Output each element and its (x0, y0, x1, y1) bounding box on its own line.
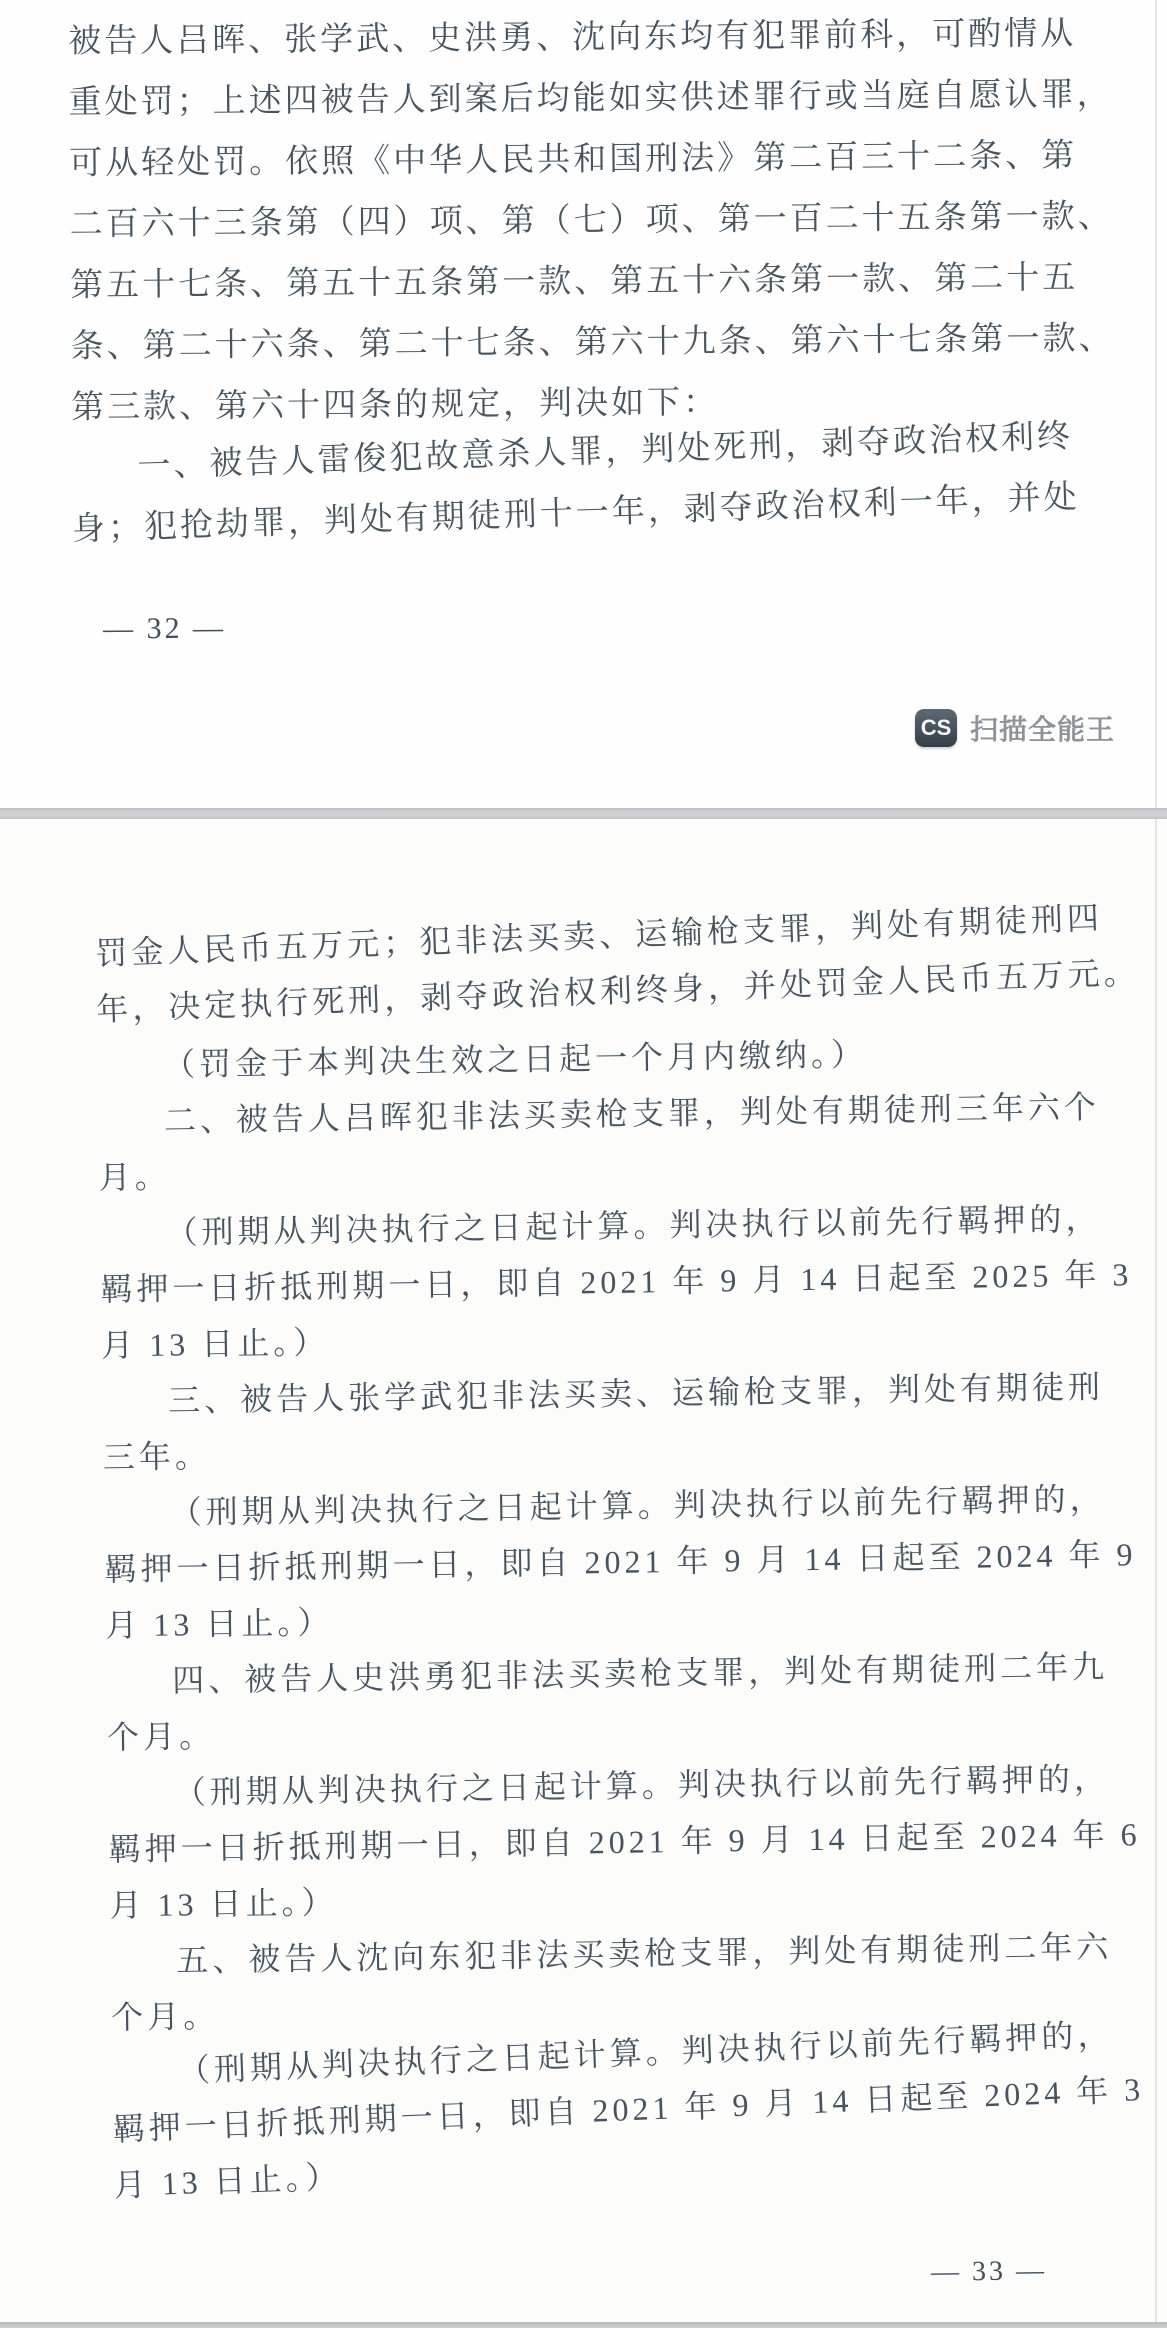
judgment-line: 羁押一日折抵刑期一日，即自 2021 年 9 月 14 日起至 2025 年 3 (100, 1256, 1133, 1308)
bottom-edge-separator (0, 2322, 1167, 2328)
camscanner-logo-label: CS (920, 715, 952, 740)
judgment-line: （刑期从判决执行之日起计算。判决执行以前先行羁押的， (177, 2016, 1114, 2089)
judgment-line: 羁押一日折抵刑期一日，即自 2021 年 9 月 14 日起至 2024 年 3 (112, 2070, 1145, 2148)
scan-edge-line (1155, 819, 1157, 2322)
judgment-line: 三、被告人张学武犯非法买卖、运输枪支罪，判处有期徒刑 (167, 1368, 1105, 1419)
judgment-line: 二百六十三条第（四）项、第（七）项、第一百二十五条第一款、 (69, 198, 1114, 243)
judgment-line: 四、被告人史洪勇犯非法买卖枪支罪，判处有期徒刑二年九 (171, 1648, 1109, 1699)
judgment-line: 二、被告人吕晖犯非法买卖枪支罪，判处有期徒刑三年六个 (163, 1088, 1101, 1139)
judgment-line: （刑期从判决执行之日起计算。判决执行以前先行羁押的， (165, 1200, 1102, 1251)
judgment-line: 月 13 日止。） (100, 1324, 330, 1364)
judgment-line: 重处罚；上述四被告人到案后均能如实供述罪行或当庭自愿认罪， (68, 76, 1113, 121)
judgment-line: 五、被告人沈向东犯非法买卖枪支罪，判处有期徒刑二年六 (176, 1928, 1113, 1979)
judgment-line: 羁押一日折抵刑期一日，即自 2021 年 9 月 14 日起至 2024 年 6 (108, 1816, 1141, 1868)
judgment-line: 年，决定执行死刑，剥夺政治权利终身，并处罚金人民币五万元。 (95, 954, 1141, 1028)
judgment-line: 月 13 日止。） (105, 1604, 334, 1644)
judgment-line: 可从轻处罚。依照《中华人民共和国刑法》第二百三十二条、第 (69, 138, 1078, 182)
judgment-line: 罚金人民币五万元；犯非法买卖、运输枪支罪，判处有期徒刑四 (94, 899, 1104, 972)
judgment-line: 三年。 (102, 1437, 212, 1476)
page-number-32: — 32 — (102, 611, 227, 646)
camscanner-watermark (915, 708, 1115, 748)
judgment-line: 月。 (98, 1158, 172, 1196)
judgment-line: （罚金于本判决生效之日起一个月内缴纳。） (162, 1036, 868, 1083)
judgment-line: 一、被告人雷俊犯故意杀人罪，判处死刑，剥夺政治权利终 (136, 418, 1074, 485)
scan-edge-line (1155, 0, 1157, 808)
judgment-line: 条、第二十六条、第二十七条、第六十九条、第六十七条第一款、 (70, 320, 1115, 365)
page-number-33: — 33 — (930, 2255, 1048, 2288)
page-separator (0, 808, 1167, 819)
judgment-line: （刑期从判决执行之日起计算。判决执行以前先行羁押的， (169, 1480, 1106, 1531)
page-32 (0, 0, 1167, 808)
judgment-text-page-33 (94, 899, 1145, 2213)
judgment-text-page-32 (68, 4, 1121, 561)
judgment-line: 个月。 (110, 1997, 220, 2036)
judgment-line: 月 13 日止。） (109, 1884, 338, 1924)
judgment-line: 身；犯抢劫罪，判处有期徒刑十一年，剥夺政治权利一年，并处 (71, 479, 1081, 548)
judgment-line: 第三款、第六十四条的规定，判决如下： (70, 384, 720, 426)
judgment-line: 月 13 日止。） (112, 2158, 343, 2204)
judgment-line: 个月。 (106, 1717, 216, 1756)
judgment-line: （刑期从判决执行之日起计算。判决执行以前先行羁押的， (173, 1760, 1111, 1811)
judgment-line: 第五十七条、第五十五条第一款、第五十六条第一款、第二十五 (70, 260, 1079, 304)
camscanner-logo-icon (915, 709, 957, 747)
judgment-line: 羁押一日折抵刑期一日，即自 2021 年 9 月 14 日起至 2024 年 9 (104, 1536, 1137, 1588)
judgment-line: 被告人吕晖、张学武、史洪勇、沈向东均有犯罪前科，可酌情从 (68, 16, 1077, 60)
camscanner-app-name: 扫描全能王 (969, 714, 1115, 745)
page-33 (0, 819, 1167, 2322)
